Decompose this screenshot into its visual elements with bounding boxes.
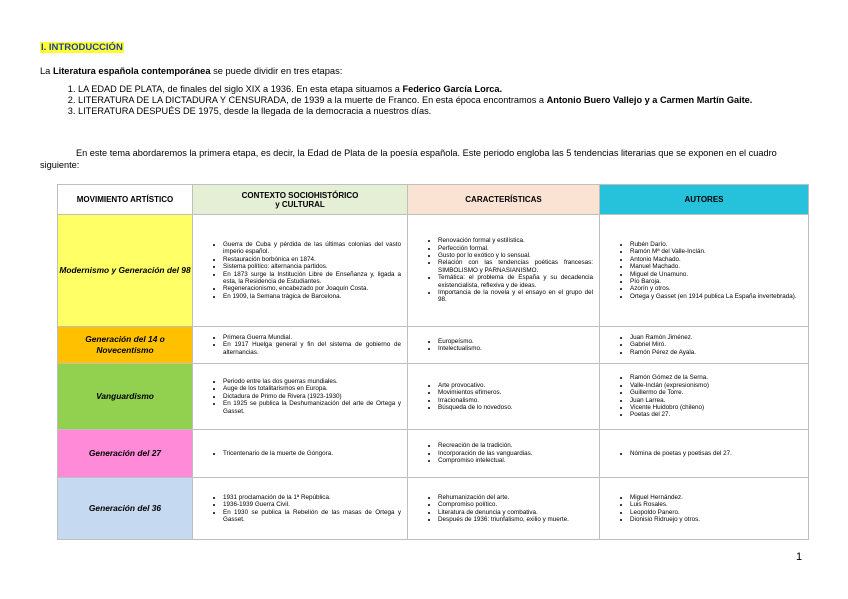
traits-cell [408, 364, 600, 430]
list-item: • En 1909, la Semana trágica de Barcelona. [223, 293, 401, 300]
stage-text: LITERATURA DE LA DICTADURA Y CENSURADA, de 1939 a la muerte de Franco. En esta época encontramos a [78, 95, 547, 105]
stage-text: LITERATURA DESPUÉS DE 1975, desde la llegada de la democracia a nuestros días. [78, 106, 432, 116]
table-row [58, 364, 809, 430]
list-item: • Rubén Darío. [630, 241, 802, 248]
header-traits: CARACTERÍSTICAS [408, 185, 600, 215]
list-item: • Ramón Mª del Valle-Inclán. [630, 248, 802, 255]
stage-item [78, 106, 848, 117]
list-item: • Compromiso político. [438, 501, 593, 508]
section-heading: I. INTRODUCCIÓN [41, 42, 123, 53]
list-item: • Importancia de la novela y el ensayo en el grupo del 98. [438, 289, 593, 304]
list-item: • Primera Guerra Mundial. [223, 334, 401, 341]
list-item: • Restauración borbónica en 1874. [223, 256, 401, 263]
list-item: • Europeísmo. [438, 338, 593, 345]
list-item: • Literatura de denuncia y combativa. [438, 509, 593, 516]
list-item: • Auge de los totalitarismos en Europa. [223, 385, 401, 392]
page-number: 1 [796, 551, 803, 563]
list-item: • En 1917 Huelga general y fin del sistema de gobierno de alternancias. [223, 341, 401, 356]
movement-cell: Generación del 27 [58, 430, 193, 478]
list-item: • Arte provocativo. [438, 382, 593, 389]
table-header-row [58, 185, 809, 215]
context-cell [193, 364, 408, 430]
list-item: • Después de 1936: triunfalismo, exilio y muerte. [438, 516, 593, 523]
list-item: • Nómina de poetas y poetisas del 27. [630, 450, 802, 457]
table-row [58, 327, 809, 364]
list-item: • Compromiso intelectual. [438, 457, 593, 464]
list-item: • Regeneracionismo, encabezado por Joaquín Costa. [223, 285, 401, 292]
traits-cell [408, 215, 600, 327]
table-row [58, 430, 809, 478]
authors-cell [600, 215, 809, 327]
table-row [58, 478, 809, 540]
context-cell [193, 478, 408, 540]
list-item: • En 1930 se publica la Rebelión de las masas de Ortega y Gasset. [223, 509, 401, 524]
stage-item [78, 95, 848, 106]
list-item: • Manuel Machado. [630, 263, 802, 270]
list-item: • Vicente Huidobro (chileno) [630, 404, 802, 411]
list-item: • Ramón Gómez de la Serna. [630, 374, 802, 381]
list-item: • Intelectualismo. [438, 345, 593, 352]
stage-bold: Antonio Buero Vallejo y a Carmen Martín Gaite. [546, 95, 753, 105]
list-item: • Poetas del 27. [630, 411, 802, 418]
list-item: • Miguel de Unamuno. [630, 271, 802, 278]
authors-cell [600, 327, 809, 364]
list-item: • Antonio Machado. [630, 256, 802, 263]
list-item: • Gabriel Miró. [630, 341, 802, 348]
stage-text: LA EDAD DE PLATA, de finales del siglo XIX a 1936. En esta etapa situamos a [78, 84, 403, 94]
context-cell [193, 430, 408, 478]
list-item: • Guerra de Cuba y pérdida de las últimas colonias del vasto imperio español. [223, 241, 401, 256]
movement-cell: Generación del 36 [58, 478, 193, 540]
list-item: • Irracionalismo. [438, 397, 593, 404]
traits-cell [408, 478, 600, 540]
movement-cell: Generación del 14 o Novecentismo [58, 327, 193, 364]
list-item: • Temática: el problema de España y su decadencia existencialista, reflexiva y de ideas. [438, 274, 593, 289]
movement-cell: Vanguardismo [58, 364, 193, 430]
list-item: • Pío Baroja. [630, 278, 802, 285]
intro-paragraph: En este tema abordaremos la primera etapa, es decir, la Edad de Plata de la poesía española. Este periodo engloba las 5 tendencias literarias que se exponen en el cuadro siguiente: [40, 148, 777, 170]
header-movement: MOVIMIENTO ARTÍSTICO [58, 185, 193, 215]
list-item: • Ortega y Gasset (en 1914 publica La España invertebrada). [630, 293, 802, 300]
list-item: • Ramón Pérez de Ayala. [630, 349, 802, 356]
list-item: • Gusto por lo exótico y lo sensual. [438, 252, 593, 259]
stage-bold: Federico García Lorca. [402, 84, 503, 94]
intro-bold: Literatura española contemporánea [52, 66, 211, 76]
list-item: • Miguel Hernández. [630, 494, 802, 501]
header-context: CONTEXTO SOCIOHISTÓRICO y CULTURAL [193, 185, 408, 215]
list-item: • Valle-Inclán (expresionismo) [630, 382, 802, 389]
list-item: • Incorporación de las vanguardias. [438, 450, 593, 457]
list-item: • Recreación de la tradición. [438, 442, 593, 449]
list-item: • Perfección formal. [438, 245, 593, 252]
list-item: • Dictadura de Primo de Rivera (1923-1930) [223, 393, 401, 400]
list-item: • Periodo entre las dos guerras mundiales. [223, 378, 401, 385]
movements-table [57, 184, 809, 540]
authors-cell [600, 364, 809, 430]
table-row [58, 215, 809, 327]
context-cell [193, 327, 408, 364]
list-item: • En 1925 se publica la Deshumanización del arte de Ortega y Gasset. [223, 400, 401, 415]
list-item: • Luis Rosales. [630, 501, 802, 508]
traits-cell [408, 327, 600, 364]
movement-cell: Modernismo y Generación del 98 [58, 215, 193, 327]
list-item: • Renovación formal y estilística. [438, 237, 593, 244]
intro-prefix: La [40, 66, 53, 76]
stage-item [78, 84, 848, 95]
list-item: • Dionisio Ridruejo y otros. [630, 516, 802, 523]
intro-suffix: se puede dividir en tres etapas: [210, 66, 343, 76]
stages-list [40, 84, 848, 117]
context-cell [193, 215, 408, 327]
list-item: • 1936-1939 Guerra Civil. [223, 501, 401, 508]
list-item: • Leopoldo Panero. [630, 509, 802, 516]
list-item: • Rehumanización del arte. [438, 494, 593, 501]
list-item: • Relación con las tendencias poéticas francesas: SIMBOLISMO y PARNASIANISMO. [438, 259, 593, 274]
list-item: • Movimientos efímeros. [438, 389, 593, 396]
list-item: • Guillermo de Torre. [630, 389, 802, 396]
authors-cell [600, 478, 809, 540]
list-item: • Sistema político: alternancia partidos. [223, 263, 401, 270]
list-item: • Juan Larrea. [630, 397, 802, 404]
authors-cell [600, 430, 809, 478]
list-item: • 1931 proclamación de la 1ª República. [223, 494, 401, 501]
list-item: • Búsqueda de lo novedoso. [438, 404, 593, 411]
list-item: • Tricentenario de la muerte de Góngora. [223, 450, 401, 457]
header-authors: AUTORES [600, 185, 809, 215]
traits-cell [408, 430, 600, 478]
list-item: • Juan Ramón Jiménez. [630, 334, 802, 341]
intro-sentence [40, 66, 342, 76]
list-item: • Azorín y otros. [630, 285, 802, 292]
list-item: • En 1873 surge la Institución Libre de Enseñanza y, ligada a esta, la Residencia de Estudiantes. [223, 271, 401, 286]
